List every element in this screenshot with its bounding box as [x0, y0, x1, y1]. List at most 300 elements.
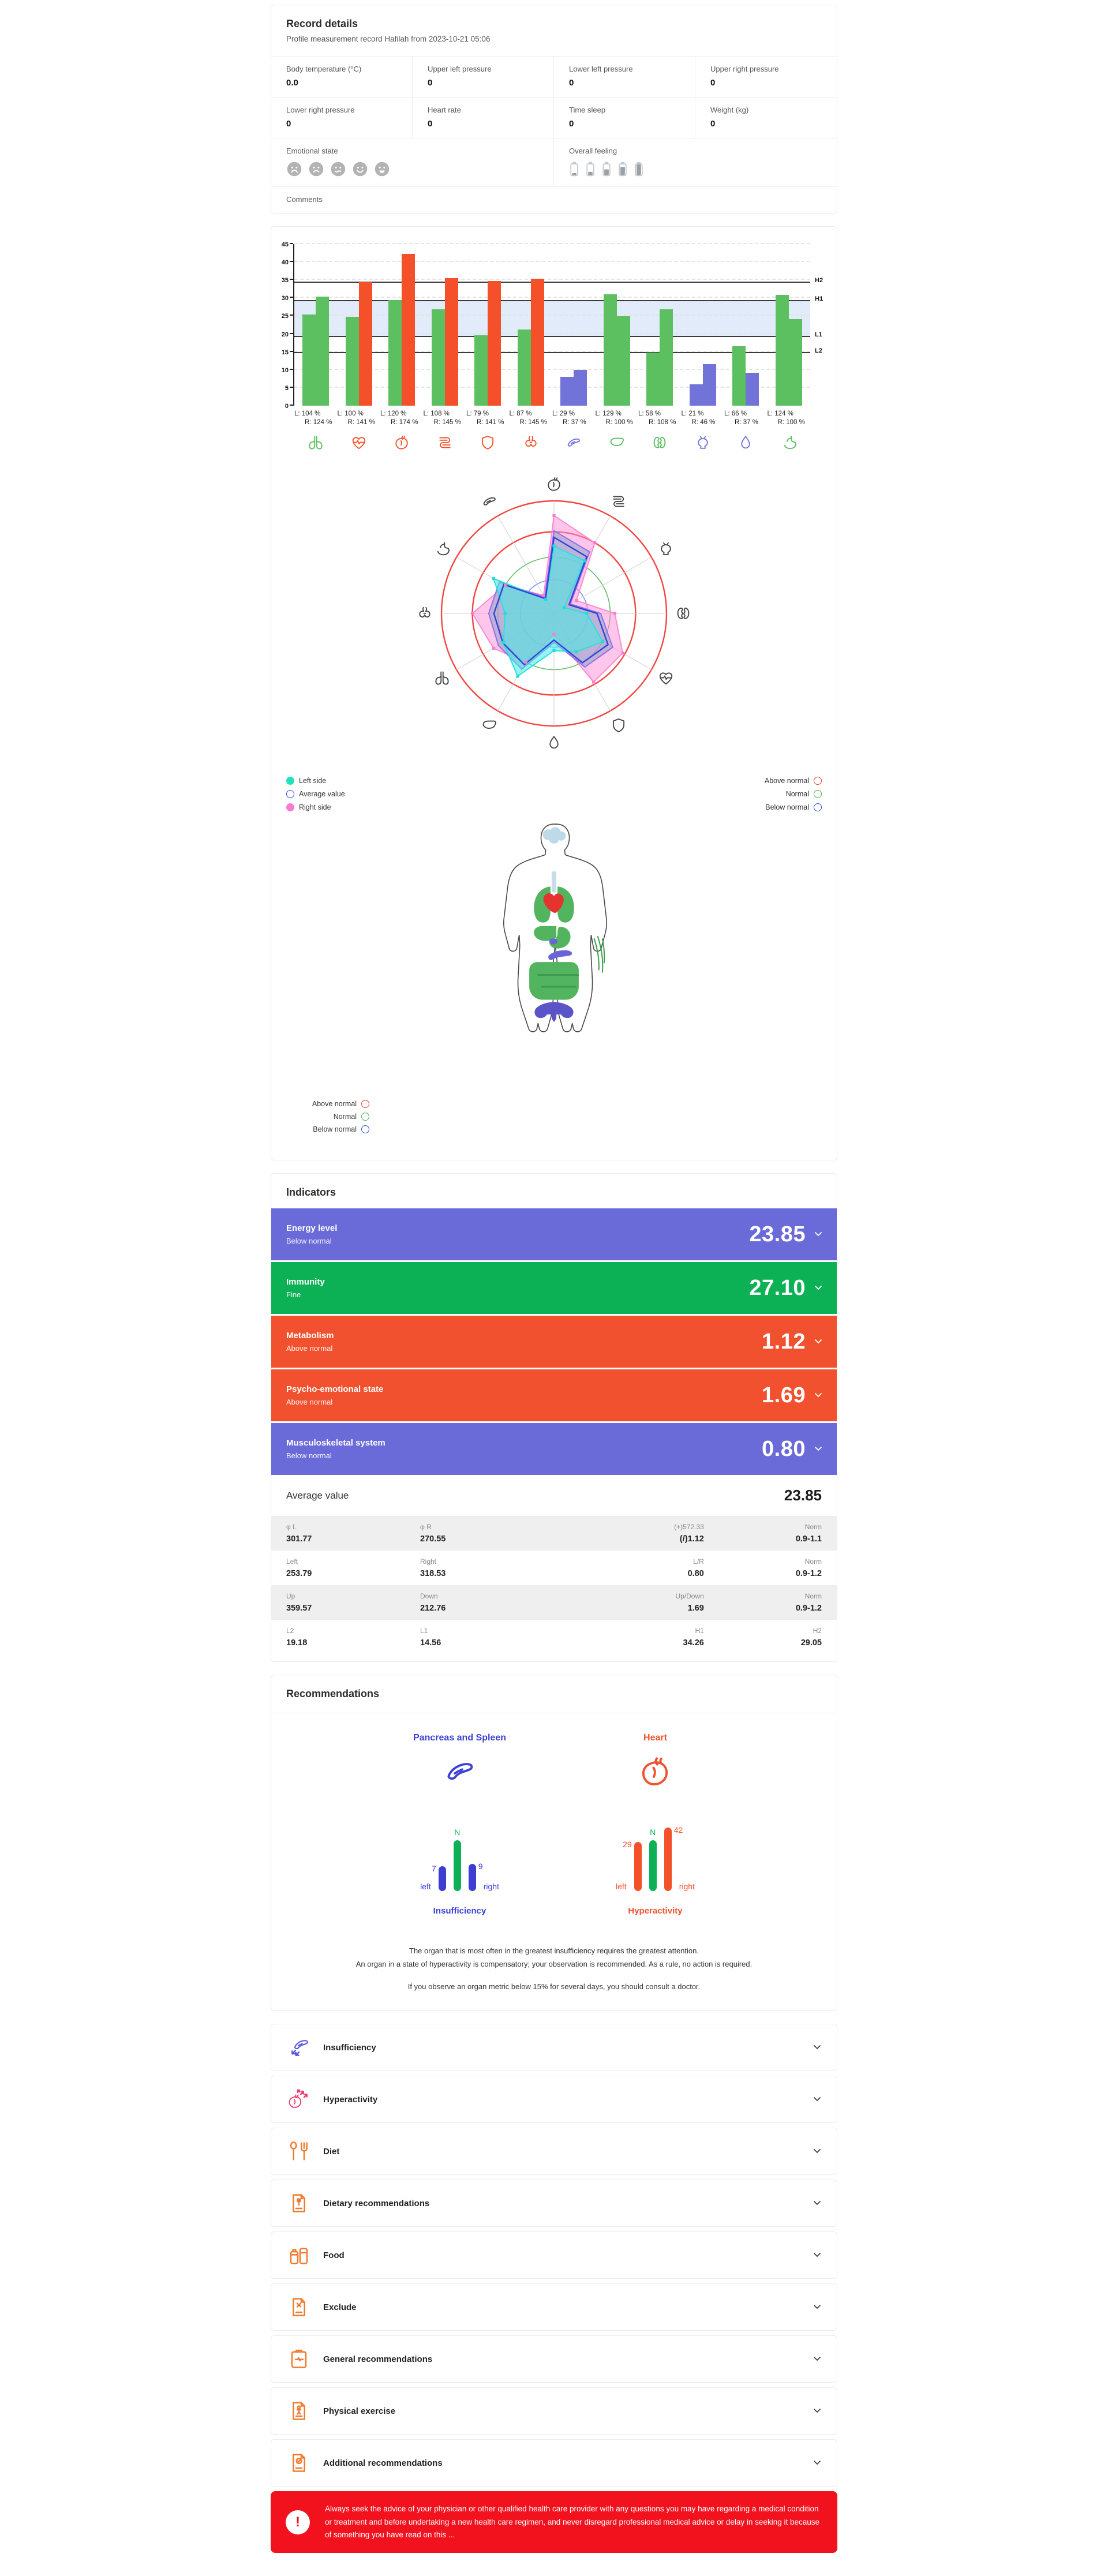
indicator-value: 27.10 — [749, 1275, 806, 1300]
chevron-down-icon — [814, 2200, 821, 2207]
exclamation-icon: ! — [286, 2510, 310, 2534]
liver-icon — [481, 717, 498, 734]
left-bar-intestine[interactable] — [432, 309, 445, 406]
legend-dot-icon — [286, 803, 294, 811]
radar-legend-series — [286, 777, 345, 811]
indicator-value: 1.69 — [762, 1383, 806, 1407]
radar-axis-thyroid — [416, 605, 433, 622]
right-bar-lungs[interactable] — [316, 297, 329, 406]
section-label: Hyperactivity — [323, 2094, 378, 2105]
threshold-label-L2: L2 — [815, 347, 822, 355]
record-fields-grid — [271, 56, 837, 138]
chevron-down-icon — [815, 1231, 822, 1238]
indicators-heading: Indicators — [286, 1186, 336, 1198]
record-field — [413, 57, 554, 98]
percent-label-pancreas: L: 29 % R: 37 % — [552, 410, 586, 426]
percent-label-gallbladder: L: 66 % R: 37 % — [724, 410, 758, 426]
bar-group-lungs — [294, 244, 338, 406]
shield-icon — [610, 717, 627, 734]
radar-axis-heart — [545, 475, 563, 493]
page — [271, 0, 837, 2576]
rec-note-1: The organ that is most often in the greatest insufficiency requires the greatest attention. — [409, 1946, 699, 1955]
organ-title: Heart — [643, 1733, 667, 1743]
battery-icon — [617, 161, 628, 177]
indicator-label: Immunity — [286, 1277, 325, 1287]
percent-label-stomach: L: 124 % R: 100 % — [767, 410, 805, 426]
section-label: Dietary recommendations — [323, 2198, 430, 2208]
bar-group-pancreas — [552, 244, 596, 406]
overall-feeling-label: Overall feeling — [569, 147, 617, 155]
bar-group-liver — [596, 244, 639, 406]
bar-group-heart — [380, 244, 424, 406]
bar-chart-organ-icons — [271, 434, 837, 451]
field-value: 0 — [710, 119, 716, 129]
radar-svg — [392, 471, 716, 766]
legend-item: Above normal — [277, 1100, 369, 1108]
left-bar-shield[interactable] — [474, 335, 488, 406]
organ-mini-chart: left 29 N 42 right — [616, 1825, 695, 1891]
chevron-down-icon — [814, 2096, 821, 2103]
indicator-row-energy-level[interactable] — [271, 1208, 837, 1260]
percent-label-liver: L: 129 % R: 100 % — [595, 410, 633, 426]
battery-icon — [601, 161, 612, 177]
gallbladder-icon — [737, 434, 754, 451]
radar-axis-gallbladder — [545, 734, 563, 751]
record-field — [695, 57, 837, 98]
chevron-down-icon — [815, 1338, 822, 1345]
bar-group-shield — [466, 244, 510, 406]
avg-cell-value: 0.80 — [687, 1569, 704, 1578]
left-bar-heart[interactable] — [388, 300, 402, 406]
bar-groups — [294, 244, 810, 406]
recommendations-card — [271, 1675, 837, 2011]
y-tick-label: 30 — [281, 295, 289, 302]
uterus-organ — [552, 1008, 556, 1023]
avg-cell-value: 34.26 — [683, 1638, 704, 1648]
right-bar-intestine[interactable] — [445, 278, 458, 406]
gallbladder-organ — [549, 938, 557, 944]
avg-cell-label: H1 — [695, 1627, 704, 1635]
section-general-recommendations[interactable] — [271, 2335, 837, 2383]
doc-person-icon — [287, 2399, 310, 2423]
smile-face-icon — [352, 161, 368, 177]
percent-label-thyroid: L: 87 % R: 145 % — [509, 410, 547, 426]
body-diagram — [271, 821, 837, 1145]
legend-item: Right side — [286, 803, 345, 811]
bladder-icon — [657, 540, 675, 557]
right-bar-heart[interactable] — [402, 254, 415, 406]
intestine-icon — [610, 493, 627, 510]
indicator-status: Below normal — [286, 1237, 332, 1245]
radar-axis-pancreas — [481, 493, 498, 510]
pancreas-icon — [442, 1754, 478, 1789]
avg-cell-value: 318.53 — [420, 1569, 446, 1578]
arm-vessels — [594, 936, 604, 972]
accordion-list — [271, 2024, 837, 2487]
avg-cell-value: 301.77 — [286, 1534, 312, 1544]
section-label: Exclude — [323, 2302, 357, 2312]
organ-caption: Hyperactivity — [628, 1906, 683, 1916]
left-bar-kidneys[interactable] — [646, 353, 660, 406]
legend-ring-icon — [814, 803, 822, 811]
avg-cell-label: Right — [420, 1557, 437, 1566]
field-value: 0 — [569, 119, 574, 129]
hyperactivity-icon — [287, 2088, 310, 2111]
y-tick-label: 15 — [281, 349, 289, 356]
feeling-batteries — [569, 161, 822, 177]
thyroid-icon — [416, 605, 433, 622]
chevron-down-icon — [814, 2356, 821, 2362]
comments-field[interactable]: Comments — [286, 195, 323, 204]
insufficiency-icon — [287, 2036, 310, 2059]
battery-icon — [569, 161, 579, 177]
field-label: Lower right pressure — [286, 106, 355, 114]
field-label: Lower left pressure — [569, 65, 633, 73]
radar-axis-stomach — [433, 540, 451, 557]
avg-cell-value: 0.9-1.2 — [795, 1604, 822, 1613]
chevron-down-icon — [815, 1392, 822, 1399]
y-tick-label: 10 — [281, 366, 289, 374]
body-silhouette — [465, 821, 643, 1098]
emotional-faces — [286, 161, 538, 177]
doc-fork-icon — [287, 2192, 310, 2215]
legend-item: Normal — [277, 1113, 369, 1121]
avg-cell-label: Norm — [804, 1592, 822, 1600]
liver-icon — [608, 434, 626, 451]
right-bar-pancreas[interactable] — [574, 370, 587, 406]
battery-icon — [634, 161, 644, 177]
average-table — [271, 1516, 837, 1661]
heart-icon — [637, 1754, 673, 1789]
pancreas-organ — [548, 950, 572, 960]
chevron-down-icon — [815, 1446, 822, 1452]
field-label: Time sleep — [569, 106, 606, 114]
indicator-status: Fine — [286, 1290, 301, 1299]
right-bar-stomach[interactable] — [789, 319, 802, 406]
bar-group-stomach — [768, 244, 811, 406]
bar-chart-threshold-labels — [810, 244, 837, 406]
legend-dot-icon — [286, 777, 294, 785]
recommendation-organs — [271, 1713, 837, 1922]
radar-axis-liver — [481, 717, 498, 734]
avg-cell-label: Up — [286, 1592, 295, 1600]
record-field — [554, 98, 695, 138]
right-bar-bladder[interactable] — [703, 364, 716, 406]
legend-ring-icon — [361, 1100, 369, 1108]
indicator-value: 1.12 — [762, 1329, 806, 1354]
legend-item: Above normal — [765, 777, 822, 785]
y-tick-label: 5 — [285, 384, 289, 392]
organ-bar-chart — [271, 241, 837, 451]
radar-axis-shield — [610, 717, 627, 734]
threshold-label-H1: H1 — [815, 295, 823, 303]
avg-cell-value: 14.56 — [420, 1638, 441, 1648]
doc-x-icon — [287, 2296, 310, 2319]
threshold-label-H2: H2 — [815, 276, 823, 284]
avg-cell-value: (/)1.12 — [679, 1534, 704, 1544]
indicator-label: Metabolism — [286, 1331, 334, 1341]
organ-caption: Insufficiency — [433, 1906, 486, 1916]
average-table-row — [271, 1551, 837, 1585]
record-field — [413, 98, 554, 138]
avg-cell-value: 0.9-1.1 — [795, 1534, 822, 1544]
body-status-legend — [271, 1098, 375, 1145]
indicator-row-psycho-emotional-state[interactable] — [271, 1369, 837, 1421]
avg-cell-label: Norm — [804, 1557, 822, 1566]
field-value: 0 — [428, 119, 433, 129]
section-insufficiency[interactable] — [271, 2024, 837, 2071]
record-field — [271, 57, 413, 98]
medical-disclaimer-banner — [271, 2491, 837, 2553]
radar-axis-cardio — [657, 669, 675, 687]
y-tick-label: 0 — [285, 403, 289, 410]
kidneys-icon — [675, 605, 692, 622]
field-value: 0 — [428, 78, 433, 88]
bar-group-bladder — [682, 244, 725, 406]
left-bar-lungs[interactable] — [302, 314, 316, 406]
chevron-down-icon — [814, 2148, 821, 2155]
heart-icon — [393, 434, 410, 451]
avg-cell-value: 270.55 — [420, 1534, 446, 1544]
indicator-value: 23.85 — [749, 1222, 806, 1246]
recommendation-organ-heart — [616, 1733, 695, 1916]
avg-cell-label: Down — [420, 1592, 438, 1600]
rec-note-3: If you observe an organ metric below 15% for several days, you should consult a doctor. — [407, 1982, 701, 1991]
left-bar-liver[interactable] — [604, 294, 617, 406]
indicators-card — [271, 1173, 837, 1662]
intestine-icon — [436, 434, 454, 451]
organ-title: Pancreas and Spleen — [413, 1733, 507, 1743]
section-dietary-recommendations[interactable] — [271, 2180, 837, 2227]
radar-axis-kidneys — [675, 605, 692, 622]
left-bar-gallbladder[interactable] — [732, 346, 746, 406]
avg-cell-label: φ R — [420, 1523, 432, 1531]
record-details-card — [271, 5, 837, 214]
avg-cell-label: Up/Down — [675, 1592, 704, 1600]
left-bar-thyroid[interactable] — [518, 330, 531, 406]
indicator-value: 0.80 — [762, 1436, 806, 1461]
record-title: Record details — [286, 18, 358, 29]
gallbladder-icon — [545, 734, 563, 751]
section-label: Food — [323, 2250, 345, 2260]
record-subtitle: Profile measurement record Hafilah from 2023-10-21 05:06 — [286, 35, 491, 43]
record-field — [554, 57, 695, 98]
field-label: Body temperature (°C) — [286, 65, 362, 73]
emotional-state-label: Emotional state — [286, 147, 338, 155]
section-label: General recommendations — [323, 2354, 433, 2364]
heart-icon — [545, 475, 563, 493]
right-bar-kidneys[interactable] — [660, 309, 673, 406]
cardio-icon — [657, 669, 675, 687]
y-tick-label: 40 — [281, 259, 289, 267]
indicator-status: Below normal — [286, 1451, 332, 1460]
rec-note-2: An organ in a state of hyperactivity is compensatory; your observation is recommended. As a rule, no action is required. — [355, 1959, 753, 1968]
field-label: Weight (kg) — [710, 106, 749, 114]
record-state-row — [271, 138, 837, 187]
avg-cell-value: 1.69 — [687, 1604, 704, 1613]
chevron-down-icon — [814, 2252, 821, 2259]
radar-legend-status — [765, 777, 822, 811]
indicator-row-musculoskeletal-system[interactable] — [271, 1423, 837, 1475]
record-field — [271, 98, 413, 138]
left-bar-bladder[interactable] — [690, 384, 703, 406]
percent-label-bladder: L: 21 % R: 46 % — [681, 410, 716, 426]
emotional-state-cell — [271, 138, 554, 186]
chevron-down-icon — [814, 2044, 821, 2051]
field-value: 0 — [286, 119, 291, 129]
indicator-label: Musculoskeletal system — [286, 1438, 385, 1448]
percent-label-heart: L: 120 % R: 174 % — [380, 410, 418, 426]
indicator-status: Above normal — [286, 1344, 333, 1353]
brain-organ — [543, 827, 566, 844]
y-tick-label: 25 — [281, 313, 289, 320]
cardio-icon — [350, 434, 368, 451]
chevron-down-icon — [814, 2407, 821, 2414]
indicator-rows — [271, 1208, 837, 1475]
legend-item: Below normal — [765, 803, 822, 811]
threshold-label-L1: L1 — [815, 331, 822, 338]
intestines-organ — [529, 962, 579, 999]
average-table-row — [271, 1620, 837, 1654]
lungs-icon — [433, 669, 451, 687]
pancreas-icon — [481, 493, 498, 510]
legend-ring-icon — [361, 1125, 369, 1133]
recommendations-heading: Recommendations — [286, 1688, 380, 1699]
shield-icon — [479, 434, 496, 451]
thyroid-icon — [522, 434, 540, 451]
avg-cell-label: L1 — [420, 1627, 428, 1635]
percent-label-cardio: L: 100 % R: 141 % — [337, 410, 375, 426]
percent-label-lungs: L: 104 % R: 124 % — [294, 410, 332, 426]
legend-ring-icon — [361, 1113, 369, 1121]
trachea-organ — [552, 871, 556, 893]
left-bar-cardio[interactable] — [346, 317, 359, 406]
avg-cell-value: 359.57 — [286, 1604, 312, 1613]
bar-chart-y-axis — [271, 241, 293, 410]
stomach-icon — [780, 434, 798, 451]
field-label: Heart rate — [428, 106, 461, 114]
avg-cell-label: Norm — [804, 1523, 822, 1531]
right-bar-liver[interactable] — [617, 316, 630, 406]
right-bar-cardio[interactable] — [359, 282, 372, 406]
legend-item: Below normal — [277, 1125, 369, 1133]
organ-radar-chart — [392, 471, 716, 766]
happy-face-icon — [374, 161, 390, 177]
indicator-row-immunity[interactable] — [271, 1262, 837, 1314]
indicator-label: Energy level — [286, 1223, 338, 1233]
field-label: Upper right pressure — [710, 65, 779, 73]
avg-cell-value: 0.9-1.2 — [795, 1569, 822, 1578]
left-bar-pancreas[interactable] — [560, 377, 574, 406]
clipboard-icon — [287, 2347, 310, 2371]
recommendation-organ-pancreas — [413, 1733, 506, 1916]
section-exclude[interactable] — [271, 2283, 837, 2331]
food-icon — [287, 2244, 310, 2267]
section-diet[interactable] — [271, 2128, 837, 2175]
average-value-number: 23.85 — [784, 1487, 822, 1504]
radar-axis-intestine — [610, 493, 627, 510]
legend-ring-icon — [286, 790, 294, 798]
avg-cell-value: 29.05 — [800, 1638, 822, 1648]
indicator-status: Above normal — [286, 1398, 333, 1406]
legend-ring-icon — [814, 790, 822, 798]
field-value: 0 — [710, 78, 716, 88]
stomach-icon — [433, 540, 451, 557]
bar-group-intestine — [424, 244, 467, 406]
bladder-icon — [694, 434, 712, 451]
radar-axis-bladder — [657, 540, 675, 557]
record-field — [695, 98, 837, 138]
kidneys-icon — [651, 434, 668, 451]
average-table-row — [271, 1516, 837, 1551]
legend-item: Average value — [286, 790, 345, 798]
section-additional-recommendations[interactable] — [271, 2439, 837, 2487]
organ-mini-chart: left 7 N 9 right — [420, 1828, 499, 1891]
disclaimer-text: Always seek the advice of your physician or other qualified health care provider with any questions you may have regarding a medical condition or treatment and before undertaking a new health care regimen, and never disregard professional medical advice or delay in seeking it because of something you have read on this ... — [325, 2504, 820, 2539]
legend-ring-icon — [814, 777, 822, 785]
right-bar-shield[interactable] — [488, 281, 501, 406]
avg-cell-label: φ L — [286, 1523, 297, 1531]
doc-check-icon — [287, 2451, 310, 2474]
right-bar-thyroid[interactable] — [531, 279, 544, 406]
avg-cell-label: L2 — [286, 1627, 294, 1635]
field-value: 0.0 — [286, 78, 298, 88]
indicator-row-metabolism[interactable] — [271, 1316, 837, 1368]
bar-chart-plot — [293, 244, 810, 406]
avg-cell-value: 253.79 — [286, 1569, 312, 1578]
confused-face-icon — [330, 161, 346, 177]
charts-card — [271, 226, 837, 1160]
pancreas-icon — [565, 434, 582, 451]
legend-item: Normal — [765, 790, 822, 798]
overall-feeling-cell — [554, 138, 837, 186]
sad-face-icon — [308, 161, 324, 177]
section-physical-exercise[interactable] — [271, 2387, 837, 2435]
y-tick-label: 20 — [281, 331, 289, 338]
section-label: Additional recommendations — [323, 2458, 443, 2468]
right-bar-gallbladder[interactable] — [746, 373, 759, 406]
battery-icon — [585, 161, 596, 177]
chevron-down-icon — [815, 1285, 822, 1291]
percent-label-intestine: L: 108 % R: 145 % — [423, 410, 461, 426]
field-label: Upper left pressure — [428, 65, 492, 73]
section-label: Insufficiency — [323, 2042, 376, 2053]
diet-icon — [287, 2140, 310, 2163]
avg-cell-label: Left — [286, 1557, 298, 1566]
y-tick-label: 45 — [281, 241, 289, 248]
percent-label-shield: L: 79 % R: 141 % — [466, 410, 504, 426]
very-sad-face-icon — [286, 161, 302, 177]
indicator-label: Psycho-emotional state — [286, 1384, 384, 1394]
section-food[interactable] — [271, 2231, 837, 2279]
section-hyperactivity[interactable] — [271, 2076, 837, 2123]
left-bar-stomach[interactable] — [776, 295, 789, 406]
recommendation-notes — [271, 1922, 837, 2010]
bar-group-thyroid — [510, 244, 553, 406]
section-label: Diet — [323, 2146, 340, 2156]
y-tick-label: 35 — [281, 277, 289, 284]
percent-label-kidneys: L: 58 % R: 108 % — [638, 410, 676, 426]
avg-cell-value: 19.18 — [286, 1638, 308, 1648]
field-value: 0 — [569, 78, 574, 88]
avg-cell-value: 212.76 — [420, 1604, 446, 1613]
section-label: Physical exercise — [323, 2406, 396, 2416]
average-table-row — [271, 1585, 837, 1620]
bar-group-gallbladder — [724, 244, 768, 406]
average-value-label: Average value — [286, 1489, 349, 1501]
avg-cell-label: (+)572.33 — [674, 1523, 704, 1531]
chevron-down-icon — [814, 2459, 821, 2466]
